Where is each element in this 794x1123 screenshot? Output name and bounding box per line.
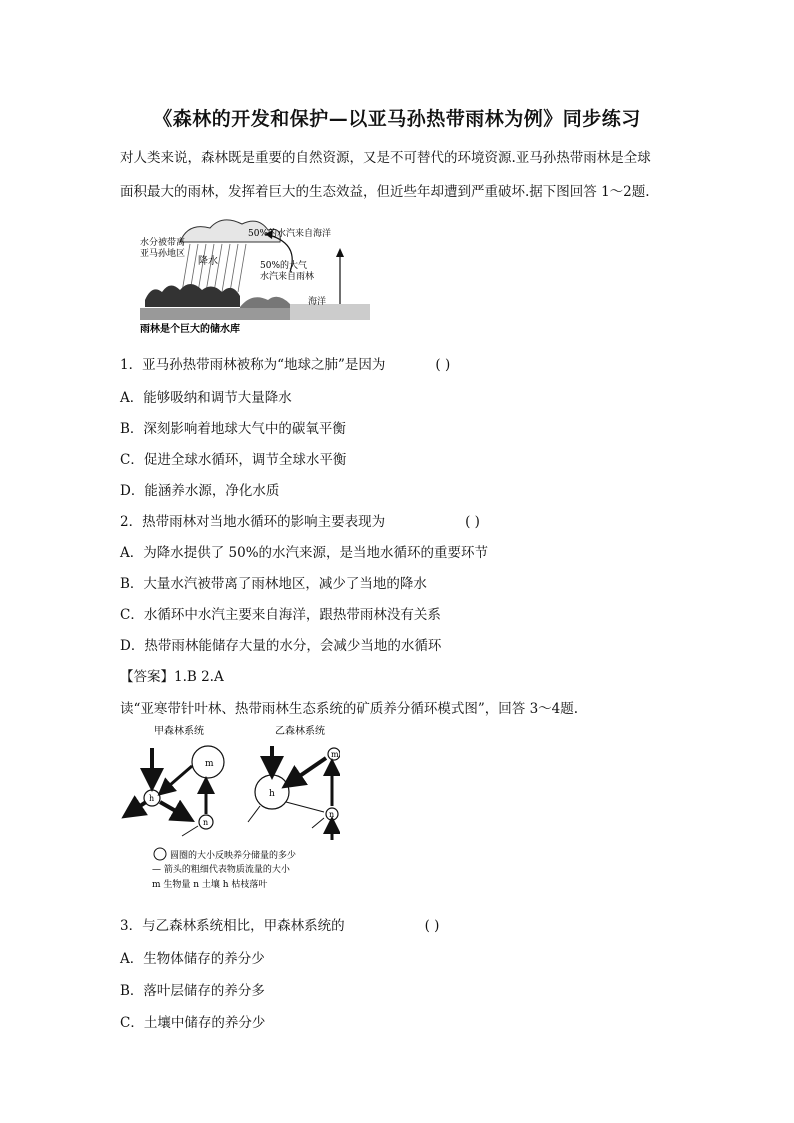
label-rain: 降水 — [198, 256, 218, 267]
q2-option-d: D．热带雨林能储存大量的水分，会减少当地的水循环 — [120, 638, 442, 654]
q2-answer-bracket: ( ) — [465, 514, 480, 530]
q2-option-c: C．水循环中水汽主要来自海洋，跟热带雨林没有关系 — [120, 607, 441, 623]
svg-text:h: h — [269, 789, 275, 799]
figure-nutrient-cycle — [120, 722, 340, 892]
answer-line: 【答案】1.B 2.A — [120, 669, 224, 685]
q3-stem: 3．与乙森林系统相比，甲森林系统的 ( ) — [120, 918, 440, 934]
legend-arrow: — 箭头的粗细代表物质流量的大小 — [152, 865, 290, 875]
q2-option-b: B．大量水汽被带离了雨林地区，减少了当地的降水 — [120, 576, 427, 592]
q1-stem: 1．亚马孙热带雨林被称为“地球之肺”是因为 ( ) — [120, 357, 451, 373]
label-ocean: 海洋 — [308, 297, 327, 307]
q3-option-a: A．生物体储存的养分少 — [120, 951, 265, 967]
q1-option-c: C．促进全球水循环，调节全球水平衡 — [120, 452, 347, 468]
label-ocean-vapor: 50%的水汽来自海洋 — [248, 229, 332, 239]
figure-water-cycle — [140, 212, 370, 337]
q1-answer-bracket: ( ) — [435, 357, 451, 373]
svg-text:h: h — [149, 794, 155, 803]
q2-option-a: A．为降水提供了 50%的水汽来源，是当地水循环的重要环节 — [120, 545, 489, 561]
page-title: 《森林的开发和保护—以亚马孙热带雨林为例》同步练习 — [153, 108, 641, 130]
figure1-caption: 雨林是个巨大的储水库 — [140, 324, 240, 335]
q3-option-b: B．落叶层储存的养分多 — [120, 983, 265, 999]
q1-option-d: D．能涵养水源，净化水质 — [120, 483, 280, 499]
label-water-leaves: 水分被带离亚马孙地区 — [140, 238, 186, 259]
intro-line-2: 面积最大的雨林，发挥着巨大的生态效益，但近些年却遭到严重破坏.据下图回答 1～2题. — [120, 184, 650, 200]
q1-option-b: B．深刻影响着地球大气中的碳氧平衡 — [120, 421, 346, 437]
label-forest-vapor: 50%的大气水汽来自雨林 — [260, 261, 315, 282]
q3-option-c: C．土壤中储存的养分少 — [120, 1015, 266, 1031]
legend-circle: 圆圈的大小反映养分储量的多少 — [170, 851, 297, 861]
system-a-title: 甲森林系统 — [154, 726, 204, 737]
q2-stem: 2．热带雨林对当地水循环的影响主要表现为 ( ) — [120, 514, 480, 530]
svg-text:m: m — [205, 759, 214, 769]
system-b-title: 乙森林系统 — [275, 726, 325, 737]
q3-answer-bracket: ( ) — [424, 918, 440, 934]
svg-text:n: n — [203, 818, 209, 827]
svg-text:n: n — [329, 810, 335, 819]
legend-key: m 生物量 n 土壤 h 枯枝落叶 — [152, 880, 268, 890]
intro-2: 读“亚寒带针叶林、热带雨林生态系统的矿质养分循环模式图”，回答 3～4题. — [120, 701, 579, 717]
q1-option-a: A．能够吸纳和调节大量降水 — [120, 390, 292, 406]
svg-text:m: m — [331, 750, 339, 759]
intro-line-1: 对人类来说，森林既是重要的自然资源，又是不可替代的环境资源.亚马孙热带雨林是全球 — [120, 150, 651, 166]
